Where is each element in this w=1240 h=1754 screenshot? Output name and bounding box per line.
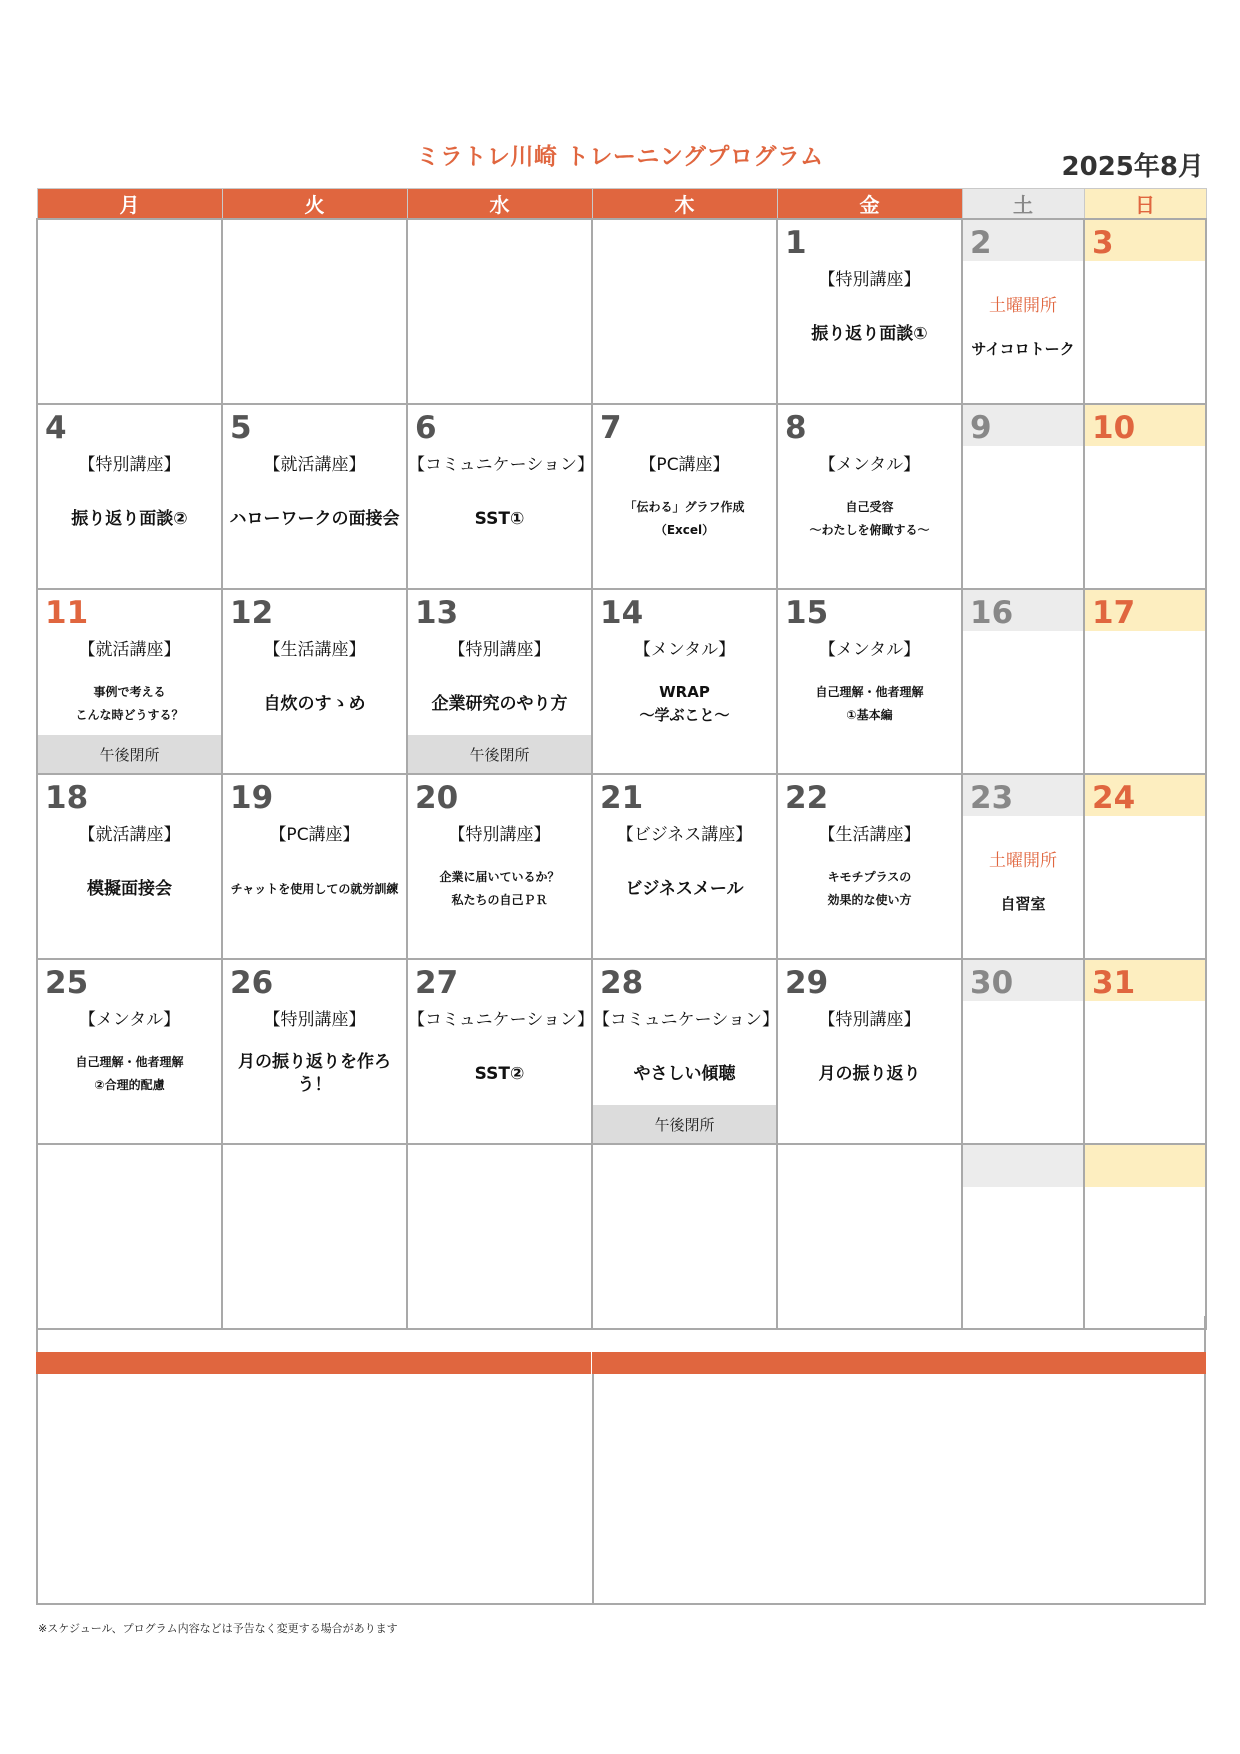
day-number: 30 <box>963 960 1083 1001</box>
day-number: 7 <box>600 410 622 446</box>
event-title: 模擬面接会 <box>87 878 172 899</box>
calendar-day-cell <box>37 404 222 589</box>
calendar-day-cell <box>592 959 777 1144</box>
calendar-day-cell <box>37 589 222 774</box>
calendar-day-cell <box>777 1144 962 1329</box>
calendar-day-cell <box>1084 1144 1206 1329</box>
event-category: 【特別講座】 <box>818 1010 921 1030</box>
event-title: ビジネスメール <box>625 878 744 899</box>
saturday-open-label: 土曜開所 <box>989 851 1057 871</box>
calendar-day-cell <box>777 219 962 404</box>
day-number: 14 <box>600 595 644 631</box>
day-number: 15 <box>785 595 829 631</box>
day-number: 1 <box>785 225 807 261</box>
day-number: 27 <box>415 965 459 1001</box>
calendar-day-cell <box>962 1144 1084 1329</box>
notes-header-left <box>36 1352 591 1374</box>
event-category: 【PC講座】 <box>639 455 730 475</box>
calendar-day-cell <box>962 589 1084 774</box>
event-title: チャットを使用しての就労訓練 <box>230 881 399 896</box>
weekday-sat: 土 <box>962 189 1084 220</box>
event-title: 自己受容 ～わたしを俯瞰する～ <box>809 500 930 537</box>
calendar-day-cell <box>222 404 407 589</box>
month-label: 2025年8月 <box>1061 152 1204 182</box>
day-number: 22 <box>785 780 829 816</box>
day-number: 4 <box>45 410 67 446</box>
calendar-day-cell <box>592 404 777 589</box>
event-title: 自己理解・他者理解 ①基本編 <box>815 685 924 722</box>
weekday-tue: 火 <box>222 189 407 220</box>
event-title: ハローワークの面接会 <box>229 508 400 529</box>
calendar-day-cell <box>1084 774 1206 959</box>
event-category: 【特別講座】 <box>818 270 921 290</box>
calendar-day-cell <box>222 219 407 404</box>
event-category: 【特別講座】 <box>448 825 551 845</box>
event-title: SST② <box>474 1063 525 1084</box>
notes-area-left <box>36 1374 592 1605</box>
saturday-event: 自習室 <box>1000 895 1046 913</box>
day-number: 6 <box>415 410 437 446</box>
calendar-day-cell <box>592 589 777 774</box>
weekday-sun: 日 <box>1084 189 1206 220</box>
calendar-day-cell <box>37 1144 222 1329</box>
calendar-day-cell <box>1084 404 1206 589</box>
calendar-day-cell <box>222 959 407 1144</box>
calendar-day-cell <box>407 219 592 404</box>
weekday-mon: 月 <box>37 189 222 220</box>
calendar-week-row <box>37 774 1206 959</box>
event-title: キモチプラスの 効果的な使い方 <box>827 870 912 907</box>
event-category: 【ビジネス講座】 <box>616 825 753 845</box>
event-title: WRAP ～学ぶこと～ <box>639 683 730 724</box>
day-number: 24 <box>1085 775 1205 816</box>
weekend-band <box>963 1145 1083 1187</box>
calendar-day-cell <box>407 1144 592 1329</box>
day-number: 31 <box>1085 960 1205 1001</box>
event-category: 【生活講座】 <box>263 640 366 660</box>
weekday-fri: 金 <box>777 189 962 220</box>
day-number: 9 <box>963 405 1083 446</box>
event-title: 企業に届いているか？ 私たちの自己ＰＲ <box>439 870 560 907</box>
event-category: 【就活講座】 <box>78 640 181 660</box>
event-category: 【PC講座】 <box>269 825 360 845</box>
calendar-day-cell <box>962 774 1084 959</box>
event-title: 事例で考える こんな時どうする？ <box>75 685 184 722</box>
calendar-day-cell <box>222 1144 407 1329</box>
calendar-day-cell <box>1084 219 1206 404</box>
calendar-day-cell <box>407 589 592 774</box>
calendar-day-cell <box>37 959 222 1144</box>
calendar-day-cell <box>777 589 962 774</box>
day-number: 3 <box>1085 220 1205 261</box>
event-category: 【特別講座】 <box>263 1010 366 1030</box>
saturday-event: サイコロトーク <box>971 340 1075 358</box>
event-category: 【特別講座】 <box>78 455 181 475</box>
weekday-thu: 木 <box>592 189 777 220</box>
day-number: 2 <box>963 220 1083 261</box>
event-title: 自己理解・他者理解 ②合理的配慮 <box>75 1055 184 1092</box>
day-number: 18 <box>45 780 89 816</box>
calendar-day-cell <box>962 959 1084 1144</box>
day-number: 16 <box>963 590 1083 631</box>
day-number: 19 <box>230 780 274 816</box>
calendar-week-row <box>37 1144 1206 1329</box>
weekend-band <box>1085 1145 1205 1187</box>
event-category: 【就活講座】 <box>78 825 181 845</box>
afternoon-closed-badge: 午後閉所 <box>593 1105 776 1143</box>
calendar-day-cell <box>222 589 407 774</box>
day-number: 26 <box>230 965 274 1001</box>
day-number: 17 <box>1085 590 1205 631</box>
event-title: 企業研究のやり方 <box>431 693 568 714</box>
day-number: 21 <box>600 780 644 816</box>
event-category: 【メンタル】 <box>78 1010 181 1030</box>
event-category: 【コミュニケーション】 <box>593 1010 779 1030</box>
day-number: 12 <box>230 595 274 631</box>
event-title: SST① <box>474 508 525 529</box>
calendar-day-cell <box>407 774 592 959</box>
event-category: 【メンタル】 <box>633 640 736 660</box>
event-category: 【特別講座】 <box>448 640 551 660</box>
calendar-day-cell <box>222 774 407 959</box>
disclaimer: ※スケジュール、プログラム内容などは予告なく変更する場合があります <box>38 1622 398 1635</box>
day-number: 28 <box>600 965 644 1001</box>
afternoon-closed-badge: 午後閉所 <box>38 735 221 773</box>
calendar-week-row <box>37 959 1206 1144</box>
notes-header-right <box>592 1352 1206 1374</box>
calendar-day-cell <box>592 774 777 959</box>
day-number: 20 <box>415 780 459 816</box>
calendar-day-cell <box>592 1144 777 1329</box>
page-title: ミラトレ川崎 トレーニングプログラム <box>416 144 824 170</box>
event-category: 【生活講座】 <box>818 825 921 845</box>
saturday-open-label: 土曜開所 <box>989 296 1057 316</box>
event-category: 【就活講座】 <box>263 455 366 475</box>
event-title: やさしい傾聴 <box>633 1063 736 1084</box>
calendar-day-cell <box>1084 589 1206 774</box>
event-title: 自炊のすゝめ <box>263 693 366 714</box>
event-title: 月の振り返り <box>818 1063 921 1084</box>
day-number: 23 <box>963 775 1083 816</box>
afternoon-closed-badge: 午後閉所 <box>408 735 591 773</box>
calendar-day-cell <box>962 404 1084 589</box>
calendar-week-row <box>37 589 1206 774</box>
day-number: 13 <box>415 595 459 631</box>
calendar-day-cell <box>777 959 962 1144</box>
day-number: 5 <box>230 410 252 446</box>
calendar-day-cell <box>1084 959 1206 1144</box>
weekday-header-row <box>37 189 1206 220</box>
event-category: 【メンタル】 <box>818 640 921 660</box>
day-number: 10 <box>1085 405 1205 446</box>
weekday-wed: 水 <box>407 189 592 220</box>
day-number: 11 <box>45 595 89 631</box>
event-category: 【メンタル】 <box>818 455 921 475</box>
calendar-week-row <box>37 404 1206 589</box>
event-title: 振り返り面談① <box>811 323 928 344</box>
calendar-day-cell <box>962 219 1084 404</box>
notes-area-right <box>592 1374 1206 1605</box>
calendar-grid <box>36 188 1207 1330</box>
event-title: 「伝わる」グラフ作成 （Excel） <box>624 500 745 537</box>
notes-spacer <box>36 1316 1206 1352</box>
calendar-day-cell <box>407 959 592 1144</box>
calendar-day-cell <box>37 774 222 959</box>
calendar-day-cell <box>37 219 222 404</box>
day-number: 25 <box>45 965 89 1001</box>
calendar-day-cell <box>407 404 592 589</box>
calendar-day-cell <box>592 219 777 404</box>
day-number: 29 <box>785 965 829 1001</box>
calendar-day-cell <box>777 774 962 959</box>
day-number: 8 <box>785 410 807 446</box>
event-title: 月の振り返りを作ろう！ <box>238 1052 391 1095</box>
event-category: 【コミュニケーション】 <box>408 455 594 475</box>
calendar-day-cell <box>777 404 962 589</box>
event-title: 振り返り面談② <box>71 508 188 529</box>
event-category: 【コミュニケーション】 <box>408 1010 594 1030</box>
calendar-week-row <box>37 219 1206 404</box>
